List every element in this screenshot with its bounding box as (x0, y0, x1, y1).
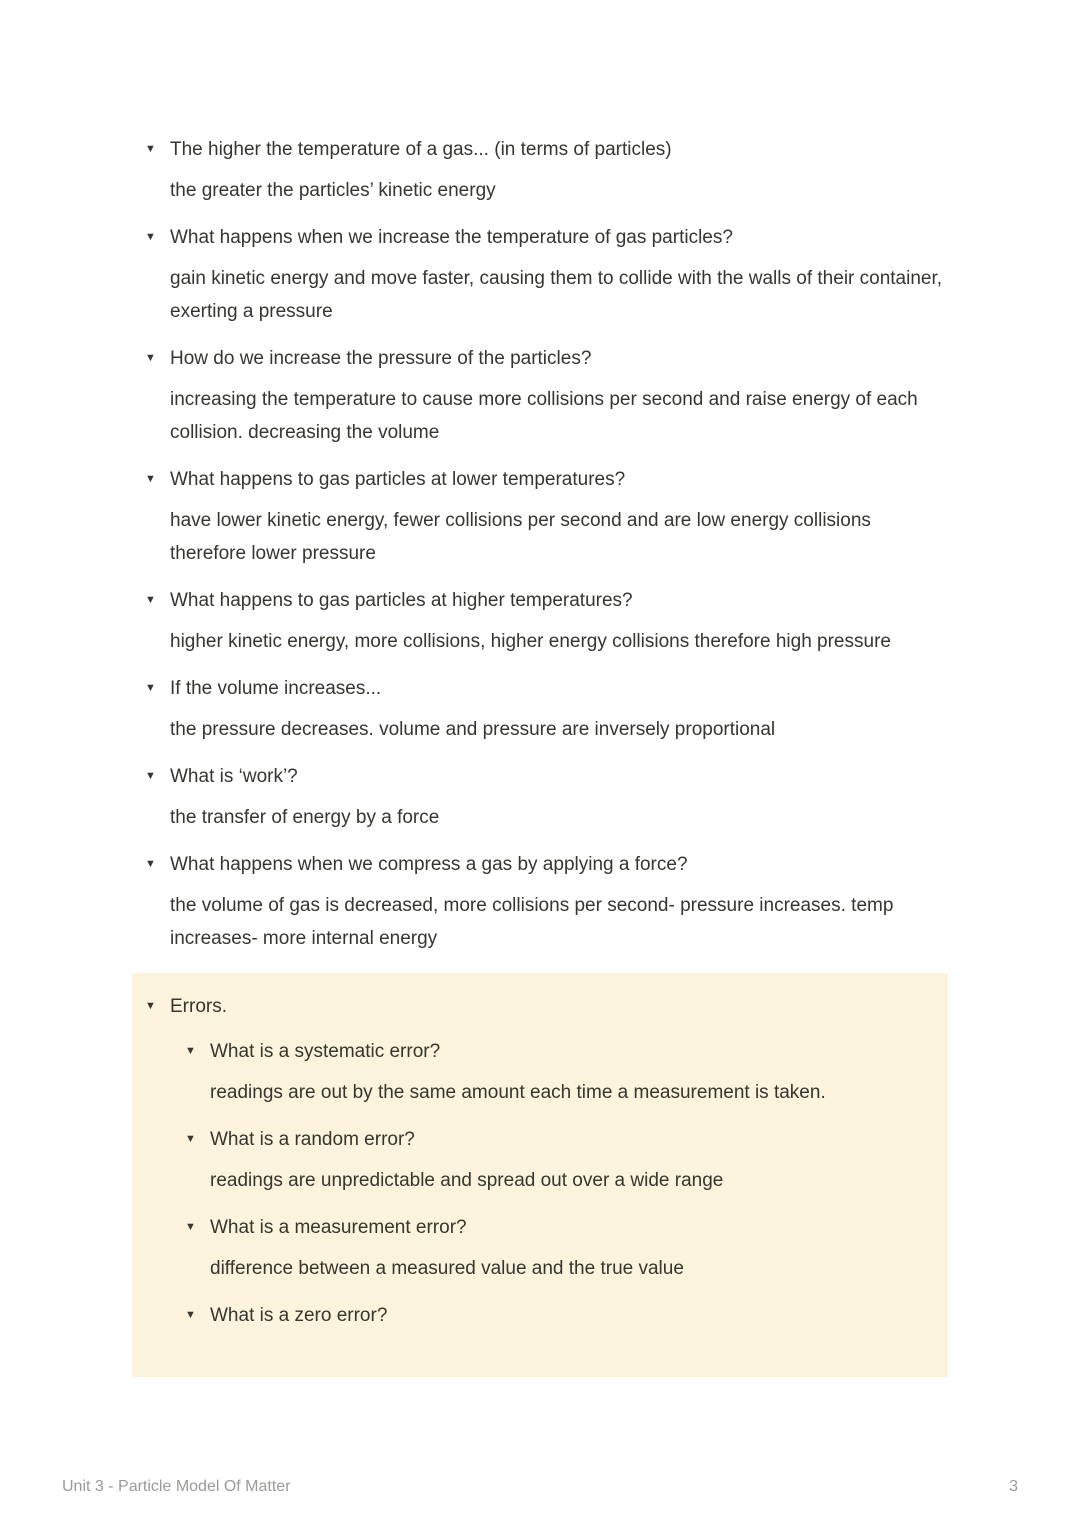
toggle-question: What happens when we increase the temperature of gas particles? (170, 227, 733, 248)
toggle-answer: the transfer of energy by a force (170, 807, 440, 828)
page-footer (62, 1478, 1018, 1496)
toggle-question: What happens when we compress a gas by applying a force? (170, 854, 688, 875)
toggle-triangle-icon[interactable]: ▼ (145, 682, 156, 694)
toggle-triangle-icon[interactable]: ▼ (145, 231, 156, 243)
toggle-item (132, 463, 948, 570)
toggle-triangle-icon[interactable]: ▼ (145, 858, 156, 870)
toggle-item (185, 1035, 932, 1109)
toggle-answer: the pressure decreases. volume and pressure are inversely proportional (170, 719, 776, 740)
toggle-question: What happens to gas particles at lower temperatures? (170, 469, 626, 490)
toggle-answer: the greater the particles’ kinetic energy (170, 180, 496, 201)
toggle-answer: difference between a measured value and the true value (210, 1258, 684, 1279)
footer-page-number: 3 (1009, 1478, 1018, 1495)
toggle-question: What happens to gas particles at higher temperatures? (170, 590, 633, 611)
toggle-question: What is a zero error? (210, 1305, 388, 1326)
toggle-question: What is a measurement error? (210, 1217, 467, 1238)
toggle-question: What is a random error? (210, 1129, 415, 1150)
toggle-question: What is a systematic error? (210, 1041, 441, 1062)
toggle-triangle-icon[interactable]: ▼ (145, 473, 156, 485)
toggle-triangle-icon[interactable]: ▼ (145, 594, 156, 606)
toggle-triangle-icon[interactable]: ▼ (145, 770, 156, 782)
toggle-triangle-icon[interactable]: ▼ (185, 1221, 196, 1233)
errors-nested-list (145, 1035, 932, 1332)
toggle-question: If the volume increases... (170, 678, 382, 699)
toggle-item (132, 760, 948, 834)
toggle-triangle-icon[interactable]: ▼ (145, 352, 156, 364)
toggle-item (132, 584, 948, 658)
toggle-answer: have lower kinetic energy, fewer collisions per second and are low energy collisions therefore lower pressure (170, 510, 871, 564)
toggle-item (132, 221, 948, 328)
toggle-item (185, 1123, 932, 1197)
toggle-item (132, 672, 948, 746)
errors-block-title: Errors. (170, 996, 227, 1017)
toggle-answer: higher kinetic energy, more collisions, higher energy collisions therefore high pressure (170, 631, 891, 652)
toggle-answer: gain kinetic energy and move faster, causing them to collide with the walls of their container, exerting a pressure (170, 268, 943, 322)
toggle-item (132, 848, 948, 955)
toggle-answer: the volume of gas is decreased, more collisions per second- pressure increases. temp increases- more internal energy (170, 895, 894, 949)
toggle-triangle-icon[interactable]: ▼ (185, 1133, 196, 1145)
toggle-question: What is ‘work’? (170, 766, 298, 787)
toggle-triangle-icon[interactable]: ▼ (185, 1309, 196, 1321)
toggle-item (132, 133, 948, 207)
toggle-triangle-icon[interactable]: ▼ (185, 1045, 196, 1057)
toggle-answer: readings are unpredictable and spread out over a wide range (210, 1170, 724, 1191)
toggle-triangle-icon[interactable]: ▼ (145, 143, 156, 155)
toggle-question: How do we increase the pressure of the particles? (170, 348, 592, 369)
toggle-item (185, 1211, 932, 1285)
toggle-question: The higher the temperature of a gas... (in terms of particles) (170, 139, 672, 160)
toggle-item (185, 1299, 932, 1332)
footer-document-title: Unit 3 - Particle Model Of Matter (62, 1478, 291, 1495)
toggle-triangle-icon[interactable]: ▼ (145, 1000, 156, 1012)
errors-highlight-block (132, 973, 948, 1377)
toggle-answer: increasing the temperature to cause more collisions per second and raise energy of each collision. decreasing the volume (170, 389, 918, 443)
toggle-answer: readings are out by the same amount each time a measurement is taken. (210, 1082, 826, 1103)
toggle-item (132, 342, 948, 449)
